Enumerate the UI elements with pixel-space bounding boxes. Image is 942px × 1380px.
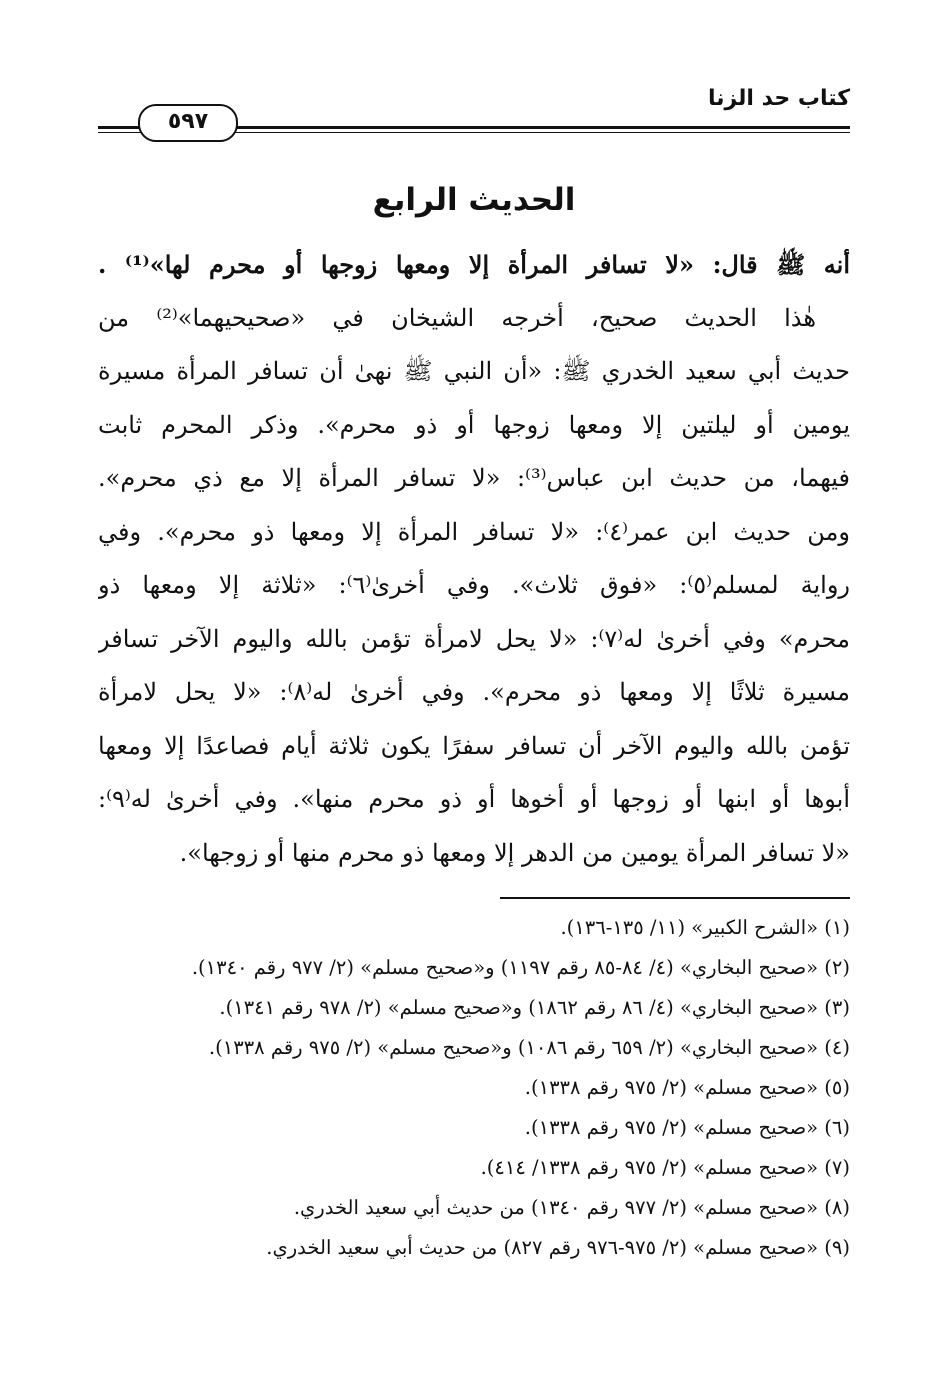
footnote-item: (٢) «صحيح البخاري» (٤/ ٨٤-٨٥ رقم ١١٩٧) و«صحيح مسلم» (٢/ ٩٧٧ رقم ١٣٤٠). xyxy=(191,956,850,979)
section-title: الحديث الرابع xyxy=(372,182,576,218)
body-line: رواية لمسلم⁽٥⁾: «فوق ثلاث». وفي أخرىٰ⁽٦⁾: «ثلاثة إلا ومعها ذو xyxy=(98,571,850,599)
footnotes xyxy=(98,908,850,1268)
body-line: يومين أو ليلتين إلا ومعها زوجها أو ذو محرم». وذكر المحرم ثابت xyxy=(98,410,850,439)
body-line: «لا تسافر المرأة يومين من الدهر إلا ومعها ذو محرم منها أو زوجها». xyxy=(179,838,850,867)
body-line: فيهما، من حديث ابن عباس⁽³⁾: «لا تسافر المرأة إلا مع ذي محرم». xyxy=(98,464,850,492)
footnote-item: (٤) «صحيح البخاري» (٢/ ٦٥٩ رقم ١٠٨٦) و«صحيح مسلم» (٢/ ٩٧٥ رقم ١٣٣٨). xyxy=(208,1036,850,1059)
footnote-item: (٣) «صحيح البخاري» (٤/ ٨٦ رقم ١٨٦٢) و«صحيح مسلم» (٢/ ٩٧٨ رقم ١٣٤١). xyxy=(219,996,850,1019)
body-line: تؤمن بالله واليوم الآخر أن تسافر سفرًا يكون ثلاثة أيام فصاعدًا إلا ومعها xyxy=(98,731,850,760)
footnote-item: (٥) «صحيح مسلم» (٢/ ٩٧٥ رقم ١٣٣٨). xyxy=(524,1076,850,1099)
body-text xyxy=(98,238,850,880)
body-line: محرم» وفي أخرىٰ له⁽٧⁾: «لا يحل لامرأة تؤمن بالله واليوم الآخر تسافر xyxy=(98,624,850,653)
footnote-item: (١) «الشرح الكبير» (١١/ ١٣٥-١٣٦). xyxy=(560,916,850,939)
body-line: مسيرة ثلاثًا إلا ومعها ذو محرم». وفي أخرىٰ له⁽٨⁾: «لا يحل لامرأة xyxy=(98,678,850,706)
body-line: ومن حديث ابن عمر⁽٤⁾: «لا تسافر المرأة إلا ومعها ذو محرم». وفي xyxy=(98,517,850,546)
footnote-item: (٧) «صحيح مسلم» (٢/ ٩٧٥ رقم ١٣٣٨/ ٤١٤). xyxy=(480,1156,850,1179)
page-header xyxy=(98,86,850,134)
footnote-item: (٦) «صحيح مسلم» (٢/ ٩٧٥ رقم ١٣٣٨). xyxy=(524,1116,850,1139)
body-line: أنه ﷺ قال: «لا تسافر المرأة إلا ومعها زوجها أو محرم لها»⁽¹⁾ . xyxy=(98,250,850,279)
body-line: أبوها أو ابنها أو زوجها أو أخوها أو ذو محرم منها». وفي أخرىٰ له⁽٩⁾: xyxy=(98,785,850,813)
body-line: حديث أبي سعيد الخدري ﷺ: «أن النبي ﷺ نهىٰ أن تسافر المرأة مسيرة xyxy=(98,357,850,385)
chapter-title: كتاب حد الزنا xyxy=(707,86,850,111)
footnote-separator xyxy=(500,897,850,899)
body-line: هٰذا الحديث صحيح، أخرجه الشيخان في «صحيحيهما»⁽²⁾ من xyxy=(98,303,816,332)
footnote-item: (٩) «صحيح مسلم» (٢/ ٩٧٥-٩٧٦ رقم ٨٢٧) من حديث أبي سعيد الخدري. xyxy=(266,1236,850,1259)
page-number: ٥٩٧ xyxy=(138,104,238,142)
footnote-item: (٨) «صحيح مسلم» (٢/ ٩٧٧ رقم ١٣٤٠) من حديث أبي سعيد الخدري. xyxy=(293,1196,850,1219)
